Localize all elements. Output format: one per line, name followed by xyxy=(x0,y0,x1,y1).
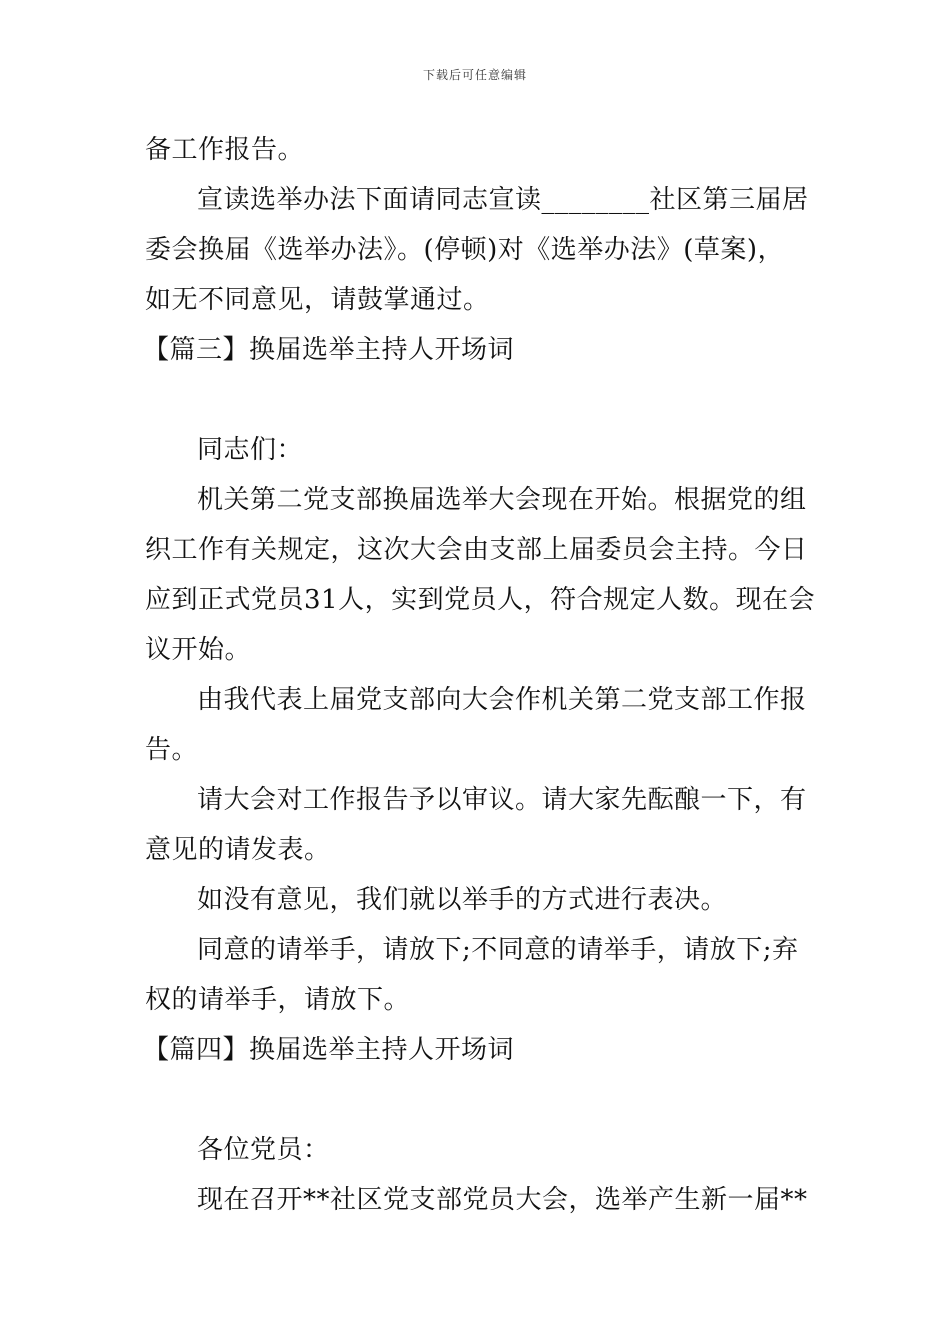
paragraph-line: 权的请举手，请放下。 xyxy=(145,985,411,1015)
paragraph-line: 如没有意见，我们就以举手的方式进行表决。 xyxy=(197,885,728,915)
paragraph-line: 委会换届《选举办法》。(停顿)对《选举办法》(草案)， xyxy=(145,235,785,265)
document-body xyxy=(143,125,816,1225)
paragraph-line: 告。 xyxy=(145,735,199,765)
paragraph-line: 如无不同意见，请鼓掌通过。 xyxy=(145,285,490,315)
section-spacer xyxy=(145,375,810,425)
paragraph-line: 意见的请发表。 xyxy=(145,835,331,865)
paragraph-line: 织工作有关规定，这次大会由支部上届委员会主持。今日 xyxy=(145,535,808,565)
salutation: 同志们： xyxy=(197,435,304,465)
paragraph-line: 由我代表上届党支部向大会作机关第二党支部工作报 xyxy=(197,685,807,715)
paragraph-line: 应到正式党员31人，实到党员人，符合规定人数。现在会 xyxy=(145,585,816,615)
section-heading-3: 【篇三】换届选举主持人开场词 xyxy=(143,335,515,365)
paragraph-line: 同意的请举手，请放下;不同意的请举手，请放下;弃 xyxy=(197,935,799,965)
paragraph-line: 机关第二党支部换届选举大会现在开始。根据党的组 xyxy=(197,485,807,515)
section-spacer xyxy=(145,1075,810,1125)
salutation: 各位党员： xyxy=(197,1135,330,1165)
paragraph-line: 备工作报告。 xyxy=(145,135,305,165)
paragraph-line: 请大会对工作报告予以审议。请大家先酝酿一下，有 xyxy=(197,785,807,815)
page-header-note: 下载后可任意编辑 xyxy=(422,68,527,82)
paragraph-line: 议开始。 xyxy=(145,635,252,665)
paragraph-line: 现在召开**社区党支部党员大会，选举产生新一届** xyxy=(197,1185,808,1215)
paragraph-line: 宣读选举办法下面请同志宣读________社区第三届居 xyxy=(197,185,809,215)
section-heading-4: 【篇四】换届选举主持人开场词 xyxy=(143,1035,515,1065)
